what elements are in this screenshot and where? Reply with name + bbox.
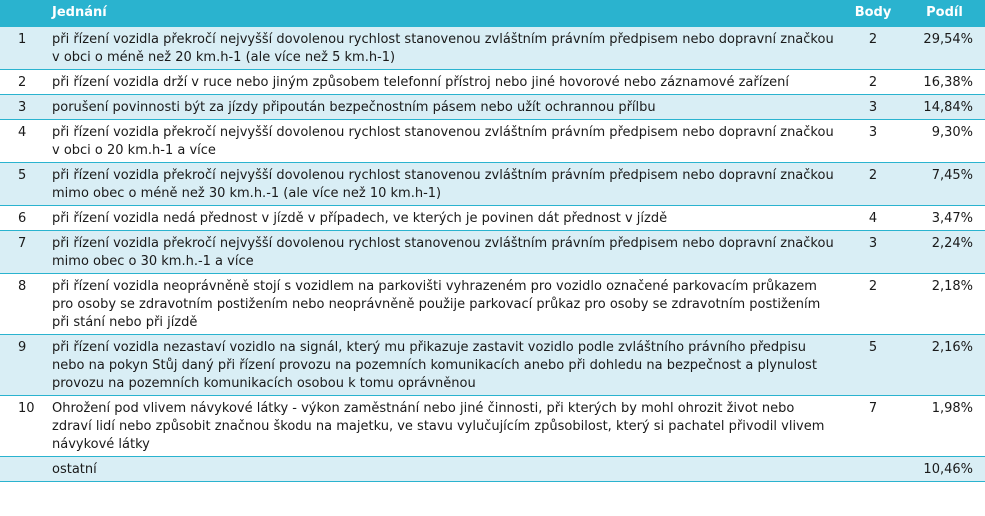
row-points: 3 bbox=[842, 120, 904, 163]
row-rank: 5 bbox=[0, 163, 46, 206]
row-rank: 9 bbox=[0, 335, 46, 396]
row-action: při řízení vozidla nedá přednost v jízdě v případech, ve kterých je povinen dát přednost v jízdě bbox=[46, 206, 842, 231]
row-share: 2,24% bbox=[904, 231, 985, 274]
row-action: ostatní bbox=[46, 457, 842, 482]
table-row-other bbox=[0, 457, 985, 482]
row-rank: 10 bbox=[0, 396, 46, 457]
row-points: 3 bbox=[842, 95, 904, 120]
row-share: 7,45% bbox=[904, 163, 985, 206]
row-rank: 4 bbox=[0, 120, 46, 163]
header-action: Jednání bbox=[46, 0, 842, 27]
row-share: 14,84% bbox=[904, 95, 985, 120]
row-action: při řízení vozidla neoprávněně stojí s vozidlem na parkovišti vyhrazeném pro vozidlo označené parkovacím průkazem pro osoby se zdravotním postižením nebo neoprávněně použije parkovací průkaz pro osoby se zdravotním postižením při stání nebo při jízdě bbox=[46, 274, 842, 335]
row-points: 2 bbox=[842, 163, 904, 206]
header-points: Body bbox=[842, 0, 904, 27]
row-share: 16,38% bbox=[904, 70, 985, 95]
row-action: při řízení vozidla nezastaví vozidlo na signál, který mu přikazuje zastavit vozidlo podle zvláštního právního předpisu nebo na pokyn Stůj daný při řízení provozu na pozemních komunikacích anebo při dohledu na bezpečnost a plynulost provozu na pozemních komunikacích osobou k tomu oprávněnou bbox=[46, 335, 842, 396]
row-rank: 1 bbox=[0, 27, 46, 70]
table-row bbox=[0, 206, 985, 231]
row-share: 10,46% bbox=[904, 457, 985, 482]
row-rank: 2 bbox=[0, 70, 46, 95]
row-action: Ohrožení pod vlivem návykové látky - výkon zaměstnání nebo jiné činnosti, při kterých by mohl ohrozit život nebo zdraví lidí nebo způsobit značnou škodu na majetku, ve stavu vylučujícím způsobilost, který si pachatel přivodil vlivem návykové látky bbox=[46, 396, 842, 457]
row-share: 1,98% bbox=[904, 396, 985, 457]
row-points bbox=[842, 457, 904, 482]
table-row bbox=[0, 120, 985, 163]
row-action: při řízení vozidla překročí nejvyšší dovolenou rychlost stanovenou zvláštním právním předpisem nebo dopravní značkou v obci o 20 km.h-1 a více bbox=[46, 120, 842, 163]
row-points: 4 bbox=[842, 206, 904, 231]
row-rank: 3 bbox=[0, 95, 46, 120]
row-action: při řízení vozidla překročí nejvyšší dovolenou rychlost stanovenou zvláštním právním předpisem nebo dopravní značkou mimo obec o 30 km.h.-1 a více bbox=[46, 231, 842, 274]
row-rank: 8 bbox=[0, 274, 46, 335]
row-share: 2,16% bbox=[904, 335, 985, 396]
table-row bbox=[0, 70, 985, 95]
row-points: 5 bbox=[842, 335, 904, 396]
row-action: při řízení vozidla překročí nejvyšší dovolenou rychlost stanovenou zvláštním právním předpisem nebo dopravní značkou v obci o méně než 20 km.h-1 (ale více než 5 km.h-1) bbox=[46, 27, 842, 70]
row-rank bbox=[0, 457, 46, 482]
row-share: 3,47% bbox=[904, 206, 985, 231]
table-row bbox=[0, 335, 985, 396]
row-points: 2 bbox=[842, 274, 904, 335]
row-share: 9,30% bbox=[904, 120, 985, 163]
header-rank bbox=[0, 0, 46, 27]
table-row bbox=[0, 95, 985, 120]
row-action: při řízení vozidla překročí nejvyšší dovolenou rychlost stanovenou zvláštním právním předpisem nebo dopravní značkou mimo obec o méně než 30 km.h.-1 (ale více než 10 km.h-1) bbox=[46, 163, 842, 206]
table-row bbox=[0, 231, 985, 274]
row-points: 7 bbox=[842, 396, 904, 457]
table-row bbox=[0, 274, 985, 335]
table-row bbox=[0, 163, 985, 206]
row-rank: 7 bbox=[0, 231, 46, 274]
table-row bbox=[0, 396, 985, 457]
header-share: Podíl bbox=[904, 0, 985, 27]
row-action: porušení povinnosti být za jízdy připoután bezpečnostním pásem nebo užít ochrannou přílbu bbox=[46, 95, 842, 120]
table-header-row bbox=[0, 0, 985, 27]
row-points: 2 bbox=[842, 70, 904, 95]
row-share: 29,54% bbox=[904, 27, 985, 70]
row-points: 2 bbox=[842, 27, 904, 70]
row-action: při řízení vozidla drží v ruce nebo jiným způsobem telefonní přístroj nebo jiné hovorové nebo záznamové zařízení bbox=[46, 70, 842, 95]
row-rank: 6 bbox=[0, 206, 46, 231]
row-share: 2,18% bbox=[904, 274, 985, 335]
table-row bbox=[0, 27, 985, 70]
row-points: 3 bbox=[842, 231, 904, 274]
